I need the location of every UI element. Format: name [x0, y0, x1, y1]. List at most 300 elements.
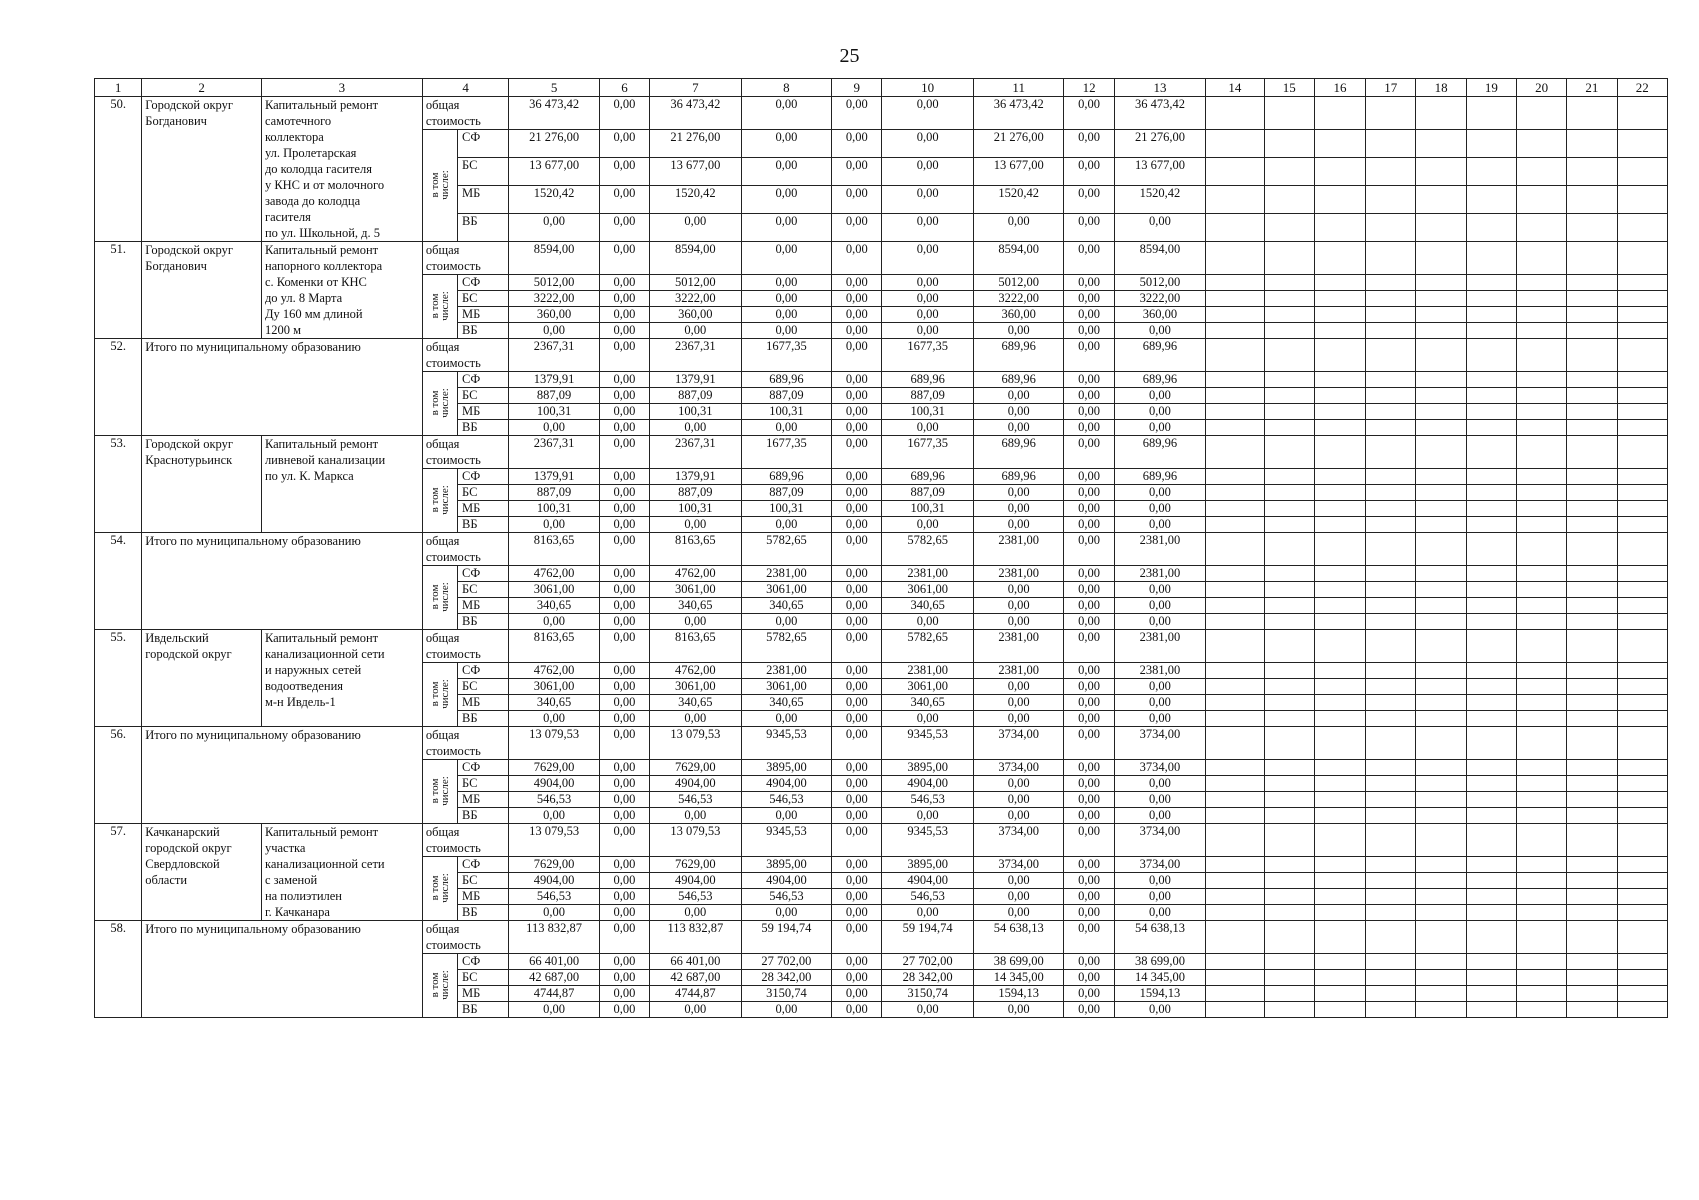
empty-cell: [1314, 905, 1365, 921]
row-number: 52.: [95, 339, 142, 436]
empty-cell: [1567, 485, 1617, 501]
empty-cell: [1466, 663, 1516, 679]
value-cell: 546,53: [650, 792, 742, 808]
empty-cell: [1617, 954, 1667, 970]
empty-cell: [1466, 1002, 1516, 1018]
value-cell: 1677,35: [882, 436, 974, 469]
empty-cell: [1206, 663, 1264, 679]
value-cell: 546,53: [882, 889, 974, 905]
empty-cell: [1264, 388, 1314, 404]
value-cell: 3734,00: [1114, 824, 1206, 857]
empty-cell: [1466, 970, 1516, 986]
empty-cell: [1516, 905, 1566, 921]
empty-cell: [1567, 663, 1617, 679]
empty-cell: [1567, 630, 1617, 663]
empty-cell: [1617, 598, 1667, 614]
value-cell: 3734,00: [1114, 760, 1206, 776]
empty-cell: [1206, 954, 1264, 970]
value-cell: 5012,00: [1114, 275, 1206, 291]
value-cell: 0,00: [1114, 679, 1206, 695]
value-cell: 3222,00: [650, 291, 742, 307]
empty-cell: [1314, 420, 1365, 436]
value-cell: 0,00: [1064, 614, 1114, 630]
empty-cell: [1264, 695, 1314, 711]
empty-cell: [1366, 663, 1416, 679]
value-cell: 0,00: [741, 420, 832, 436]
value-cell: 0,00: [973, 873, 1064, 889]
value-cell: 0,00: [741, 97, 832, 130]
empty-cell: [1206, 970, 1264, 986]
empty-cell: [1466, 598, 1516, 614]
value-cell: 4904,00: [882, 776, 974, 792]
value-cell: 0,00: [1064, 808, 1114, 824]
empty-cell: [1466, 469, 1516, 485]
column-number-header: 5: [509, 79, 600, 97]
value-cell: 100,31: [882, 501, 974, 517]
empty-cell: [1314, 533, 1365, 566]
total-cost-label: общая стоимость: [422, 921, 508, 954]
empty-cell: [1416, 970, 1466, 986]
empty-cell: [1264, 372, 1314, 388]
empty-cell: [1416, 630, 1466, 663]
empty-cell: [1416, 501, 1466, 517]
value-cell: 0,00: [1064, 630, 1114, 663]
empty-cell: [1366, 970, 1416, 986]
empty-cell: [1314, 339, 1365, 372]
funding-source-code: СФ: [458, 566, 509, 582]
value-cell: 0,00: [741, 214, 832, 242]
value-cell: 0,00: [599, 663, 649, 679]
value-cell: 0,00: [832, 889, 882, 905]
empty-cell: [1416, 792, 1466, 808]
empty-cell: [1314, 485, 1365, 501]
empty-cell: [1206, 582, 1264, 598]
empty-cell: [1206, 905, 1264, 921]
value-cell: 0,00: [832, 485, 882, 501]
empty-cell: [1206, 97, 1264, 130]
value-cell: 0,00: [1064, 760, 1114, 776]
empty-cell: [1314, 954, 1365, 970]
funding-source-code: БС: [458, 873, 509, 889]
empty-cell: [1314, 517, 1365, 533]
column-number-header: 18: [1416, 79, 1466, 97]
empty-cell: [1466, 905, 1516, 921]
value-cell: 340,65: [650, 598, 742, 614]
empty-cell: [1416, 857, 1466, 873]
funding-source-code: МБ: [458, 404, 509, 420]
value-cell: 0,00: [599, 679, 649, 695]
value-cell: 13 677,00: [973, 158, 1064, 186]
empty-cell: [1516, 679, 1566, 695]
table-body: [95, 79, 1668, 1018]
value-cell: 887,09: [509, 485, 600, 501]
column-number-header: 20: [1516, 79, 1566, 97]
empty-cell: [1617, 808, 1667, 824]
empty-cell: [1466, 614, 1516, 630]
value-cell: 0,00: [832, 905, 882, 921]
value-cell: 3222,00: [973, 291, 1064, 307]
empty-cell: [1516, 873, 1566, 889]
value-cell: 0,00: [832, 420, 882, 436]
empty-cell: [1617, 517, 1667, 533]
empty-cell: [1416, 873, 1466, 889]
empty-cell: [1206, 242, 1264, 275]
empty-cell: [1206, 776, 1264, 792]
value-cell: 13 079,53: [509, 824, 600, 857]
empty-cell: [1516, 598, 1566, 614]
value-cell: 0,00: [1064, 695, 1114, 711]
table-row: [95, 339, 1668, 372]
empty-cell: [1617, 921, 1667, 954]
empty-cell: [1567, 323, 1617, 339]
empty-cell: [1314, 158, 1365, 186]
value-cell: 0,00: [599, 404, 649, 420]
empty-cell: [1466, 339, 1516, 372]
value-cell: 0,00: [832, 727, 882, 760]
value-cell: 0,00: [650, 905, 742, 921]
empty-cell: [1264, 582, 1314, 598]
funding-source-code: СФ: [458, 954, 509, 970]
value-cell: 0,00: [1064, 388, 1114, 404]
value-cell: 0,00: [882, 614, 974, 630]
empty-cell: [1264, 873, 1314, 889]
funding-source-code: СФ: [458, 469, 509, 485]
value-cell: 3061,00: [882, 582, 974, 598]
value-cell: 0,00: [1064, 323, 1114, 339]
empty-cell: [1466, 630, 1516, 663]
value-cell: 0,00: [973, 905, 1064, 921]
empty-cell: [1466, 582, 1516, 598]
value-cell: 7629,00: [650, 857, 742, 873]
value-cell: 0,00: [1114, 388, 1206, 404]
empty-cell: [1314, 824, 1365, 857]
empty-cell: [1264, 566, 1314, 582]
empty-cell: [1617, 436, 1667, 469]
value-cell: 1520,42: [650, 186, 742, 214]
empty-cell: [1416, 760, 1466, 776]
value-cell: 3061,00: [741, 679, 832, 695]
value-cell: 0,00: [509, 323, 600, 339]
row-number: 53.: [95, 436, 142, 533]
value-cell: 0,00: [650, 323, 742, 339]
funding-source-code: ВБ: [458, 808, 509, 824]
value-cell: 2381,00: [741, 566, 832, 582]
column-number-row: [95, 79, 1668, 97]
empty-cell: [1466, 97, 1516, 130]
value-cell: 0,00: [599, 598, 649, 614]
empty-cell: [1617, 372, 1667, 388]
empty-cell: [1516, 986, 1566, 1002]
value-cell: 0,00: [1064, 954, 1114, 970]
empty-cell: [1617, 501, 1667, 517]
empty-cell: [1366, 517, 1416, 533]
empty-cell: [1567, 307, 1617, 323]
funding-source-code: МБ: [458, 307, 509, 323]
value-cell: 2367,31: [650, 339, 742, 372]
value-cell: 3734,00: [973, 727, 1064, 760]
empty-cell: [1264, 679, 1314, 695]
value-cell: 546,53: [509, 889, 600, 905]
empty-cell: [1617, 186, 1667, 214]
empty-cell: [1206, 986, 1264, 1002]
empty-cell: [1264, 889, 1314, 905]
value-cell: 4744,87: [650, 986, 742, 1002]
including-label-text: в том числе:: [428, 775, 451, 806]
empty-cell: [1466, 485, 1516, 501]
value-cell: 340,65: [741, 695, 832, 711]
empty-cell: [1567, 242, 1617, 275]
value-cell: 3734,00: [1114, 857, 1206, 873]
empty-cell: [1466, 792, 1516, 808]
empty-cell: [1264, 760, 1314, 776]
value-cell: 0,00: [832, 517, 882, 533]
empty-cell: [1416, 469, 1466, 485]
empty-cell: [1264, 275, 1314, 291]
empty-cell: [1516, 776, 1566, 792]
value-cell: 0,00: [832, 242, 882, 275]
including-label: [422, 469, 457, 533]
empty-cell: [1416, 614, 1466, 630]
value-cell: 0,00: [599, 776, 649, 792]
empty-cell: [1314, 436, 1365, 469]
empty-cell: [1264, 614, 1314, 630]
summary-label: Итого по муниципальному образованию: [142, 727, 423, 824]
value-cell: 0,00: [832, 214, 882, 242]
empty-cell: [1264, 469, 1314, 485]
empty-cell: [1516, 921, 1566, 954]
value-cell: 0,00: [1114, 905, 1206, 921]
value-cell: 0,00: [973, 388, 1064, 404]
value-cell: 2381,00: [882, 663, 974, 679]
value-cell: 0,00: [1064, 214, 1114, 242]
empty-cell: [1366, 921, 1416, 954]
value-cell: 0,00: [741, 614, 832, 630]
funding-source-code: БС: [458, 291, 509, 307]
value-cell: 28 342,00: [741, 970, 832, 986]
empty-cell: [1567, 533, 1617, 566]
empty-cell: [1206, 291, 1264, 307]
empty-cell: [1416, 214, 1466, 242]
value-cell: 1520,42: [973, 186, 1064, 214]
empty-cell: [1416, 186, 1466, 214]
value-cell: 887,09: [882, 485, 974, 501]
funding-source-code: ВБ: [458, 323, 509, 339]
empty-cell: [1416, 695, 1466, 711]
value-cell: 0,00: [1064, 776, 1114, 792]
empty-cell: [1567, 986, 1617, 1002]
empty-cell: [1617, 986, 1667, 1002]
value-cell: 1379,91: [509, 372, 600, 388]
empty-cell: [1264, 598, 1314, 614]
value-cell: 0,00: [832, 307, 882, 323]
empty-cell: [1466, 679, 1516, 695]
value-cell: 0,00: [973, 214, 1064, 242]
funding-source-code: ВБ: [458, 614, 509, 630]
empty-cell: [1206, 501, 1264, 517]
empty-cell: [1314, 857, 1365, 873]
value-cell: 0,00: [1064, 291, 1114, 307]
value-cell: 0,00: [1114, 792, 1206, 808]
empty-cell: [1567, 679, 1617, 695]
value-cell: 13 677,00: [650, 158, 742, 186]
empty-cell: [1516, 695, 1566, 711]
value-cell: 27 702,00: [741, 954, 832, 970]
value-cell: 0,00: [741, 711, 832, 727]
empty-cell: [1466, 533, 1516, 566]
empty-cell: [1516, 663, 1566, 679]
value-cell: 66 401,00: [650, 954, 742, 970]
value-cell: 3895,00: [882, 760, 974, 776]
empty-cell: [1516, 614, 1566, 630]
value-cell: 42 687,00: [509, 970, 600, 986]
empty-cell: [1416, 566, 1466, 582]
value-cell: 0,00: [1114, 889, 1206, 905]
empty-cell: [1206, 614, 1264, 630]
empty-cell: [1617, 792, 1667, 808]
empty-cell: [1516, 388, 1566, 404]
value-cell: 5782,65: [741, 533, 832, 566]
column-number-header: 3: [261, 79, 422, 97]
value-cell: 0,00: [650, 517, 742, 533]
empty-cell: [1516, 323, 1566, 339]
value-cell: 1379,91: [650, 469, 742, 485]
value-cell: 7629,00: [509, 857, 600, 873]
funding-source-code: ВБ: [458, 1002, 509, 1018]
funding-source-code: ВБ: [458, 517, 509, 533]
empty-cell: [1314, 776, 1365, 792]
value-cell: 2381,00: [741, 663, 832, 679]
empty-cell: [1617, 614, 1667, 630]
value-cell: 3734,00: [1114, 727, 1206, 760]
value-cell: 2381,00: [882, 566, 974, 582]
empty-cell: [1206, 889, 1264, 905]
value-cell: 0,00: [599, 517, 649, 533]
value-cell: 0,00: [1064, 275, 1114, 291]
value-cell: 0,00: [599, 711, 649, 727]
including-label: [422, 857, 457, 921]
column-number-header: 16: [1314, 79, 1365, 97]
value-cell: 0,00: [882, 307, 974, 323]
value-cell: 0,00: [509, 905, 600, 921]
value-cell: 4762,00: [650, 663, 742, 679]
empty-cell: [1567, 921, 1617, 954]
value-cell: 0,00: [1064, 889, 1114, 905]
value-cell: 0,00: [599, 214, 649, 242]
value-cell: 689,96: [882, 469, 974, 485]
empty-cell: [1206, 275, 1264, 291]
empty-cell: [1264, 291, 1314, 307]
value-cell: 0,00: [741, 275, 832, 291]
value-cell: 0,00: [882, 323, 974, 339]
empty-cell: [1314, 566, 1365, 582]
value-cell: 13 677,00: [509, 158, 600, 186]
value-cell: 0,00: [973, 808, 1064, 824]
value-cell: 4904,00: [741, 776, 832, 792]
value-cell: 4904,00: [509, 873, 600, 889]
value-cell: 689,96: [741, 469, 832, 485]
empty-cell: [1516, 808, 1566, 824]
value-cell: 3061,00: [882, 679, 974, 695]
empty-cell: [1567, 291, 1617, 307]
row-number: 56.: [95, 727, 142, 824]
value-cell: 0,00: [882, 242, 974, 275]
empty-cell: [1206, 808, 1264, 824]
empty-cell: [1416, 533, 1466, 566]
table-row: [95, 921, 1668, 954]
empty-cell: [1314, 727, 1365, 760]
empty-cell: [1314, 214, 1365, 242]
value-cell: 0,00: [832, 533, 882, 566]
value-cell: 546,53: [509, 792, 600, 808]
value-cell: 2381,00: [973, 566, 1064, 582]
value-cell: 0,00: [599, 695, 649, 711]
empty-cell: [1206, 921, 1264, 954]
empty-cell: [1366, 598, 1416, 614]
empty-cell: [1366, 97, 1416, 130]
value-cell: 0,00: [599, 533, 649, 566]
value-cell: 8163,65: [650, 533, 742, 566]
total-cost-label: общая стоимость: [422, 533, 508, 566]
empty-cell: [1617, 323, 1667, 339]
value-cell: 36 473,42: [509, 97, 600, 130]
value-cell: 5012,00: [973, 275, 1064, 291]
empty-cell: [1206, 679, 1264, 695]
value-cell: 0,00: [599, 582, 649, 598]
value-cell: 0,00: [832, 404, 882, 420]
value-cell: 3734,00: [973, 857, 1064, 873]
empty-cell: [1516, 857, 1566, 873]
empty-cell: [1567, 824, 1617, 857]
table-row: [95, 97, 1668, 130]
empty-cell: [1366, 776, 1416, 792]
empty-cell: [1567, 598, 1617, 614]
value-cell: 0,00: [832, 921, 882, 954]
value-cell: 0,00: [1064, 873, 1114, 889]
value-cell: 0,00: [1114, 420, 1206, 436]
empty-cell: [1366, 760, 1416, 776]
empty-cell: [1567, 186, 1617, 214]
value-cell: 3734,00: [973, 760, 1064, 776]
value-cell: 0,00: [1114, 776, 1206, 792]
empty-cell: [1314, 921, 1365, 954]
value-cell: 5012,00: [509, 275, 600, 291]
funding-source-code: ВБ: [458, 420, 509, 436]
value-cell: 0,00: [741, 242, 832, 275]
empty-cell: [1264, 630, 1314, 663]
value-cell: 13 677,00: [1114, 158, 1206, 186]
including-label: [422, 372, 457, 436]
value-cell: 59 194,74: [882, 921, 974, 954]
value-cell: 0,00: [599, 824, 649, 857]
value-cell: 0,00: [832, 501, 882, 517]
funding-source-code: МБ: [458, 186, 509, 214]
empty-cell: [1314, 501, 1365, 517]
empty-cell: [1567, 275, 1617, 291]
empty-cell: [1516, 186, 1566, 214]
value-cell: 36 473,42: [973, 97, 1064, 130]
funding-source-code: МБ: [458, 695, 509, 711]
empty-cell: [1466, 517, 1516, 533]
value-cell: 689,96: [973, 469, 1064, 485]
empty-cell: [1516, 1002, 1566, 1018]
empty-cell: [1516, 711, 1566, 727]
value-cell: 0,00: [1064, 158, 1114, 186]
empty-cell: [1617, 873, 1667, 889]
empty-cell: [1516, 339, 1566, 372]
value-cell: 27 702,00: [882, 954, 974, 970]
empty-cell: [1617, 130, 1667, 158]
value-cell: 0,00: [599, 501, 649, 517]
